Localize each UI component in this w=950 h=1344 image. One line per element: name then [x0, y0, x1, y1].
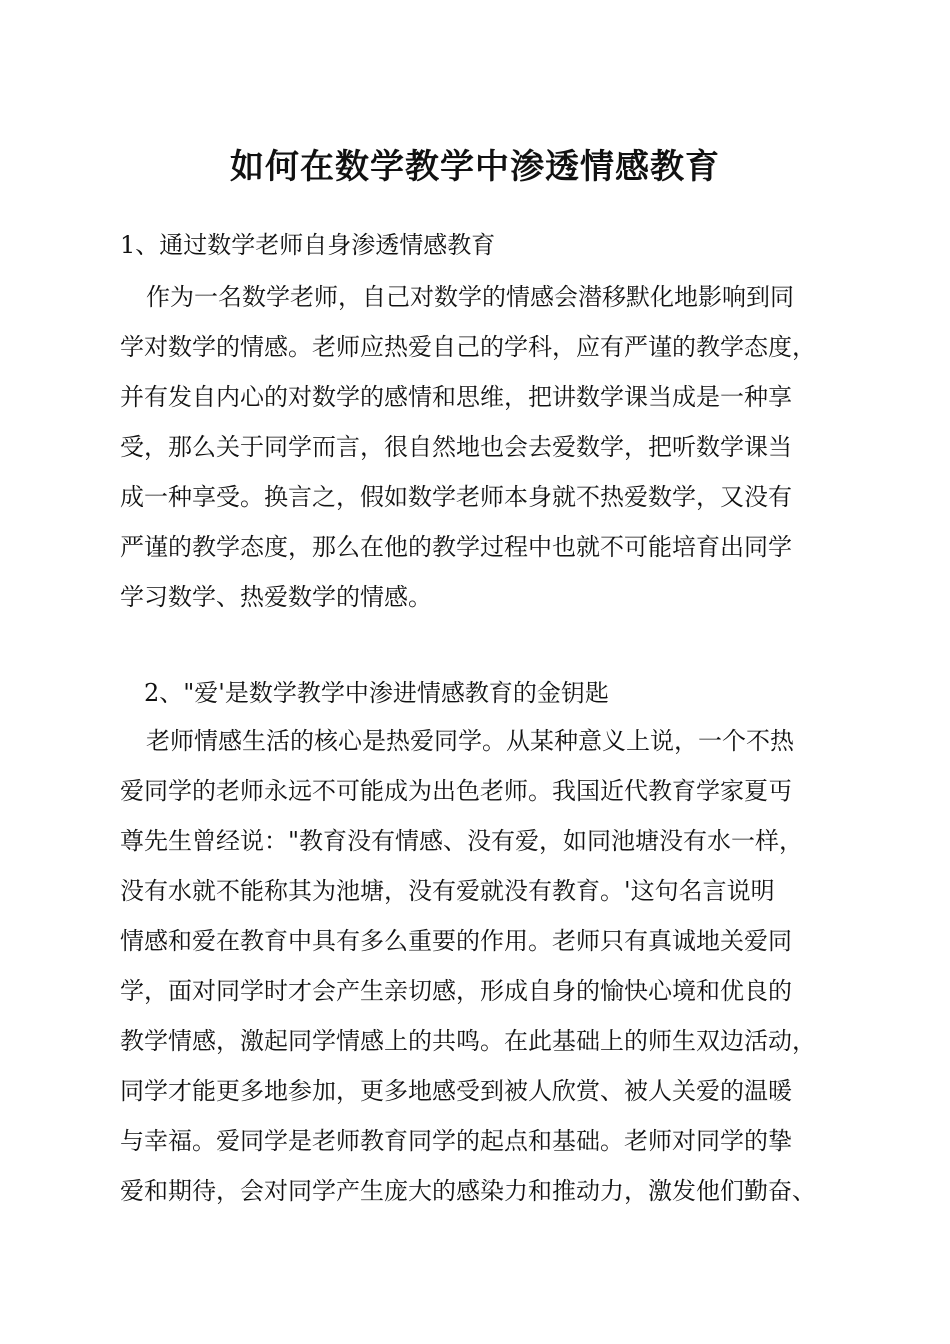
section-2-paragraph	[120, 716, 860, 1216]
paragraph-line: 尊先生曾经说："教育没有情感、没有爱，如同池塘没有水一样，	[120, 827, 804, 855]
paragraph-line: 爱和期待，会对同学产生庞大的感染力和推动力，激发他们勤奋、	[120, 1177, 816, 1205]
document-title: 如何在数学教学中渗透情感教育	[230, 147, 720, 187]
paragraph-line: 教学情感，激起同学情感上的共鸣。在此基础上的师生双边活动，	[120, 1027, 816, 1055]
paragraph-line: 老师情感生活的核心是热爱同学。从某种意义上说，一个不热	[146, 727, 794, 755]
paragraph-line: 并有发自内心的对数学的感情和思维，把讲数学课当成是一种享	[120, 383, 792, 411]
section-2-heading: 2、"爱'是数学教学中渗进情感教育的金钥匙	[144, 679, 609, 707]
paragraph-line: 学对数学的情感。老师应热爱自己的学科，应有严谨的教学态度，	[120, 333, 816, 361]
section-1-heading: 1、通过数学老师自身渗透情感教育	[120, 231, 496, 259]
paragraph-line: 没有水就不能称其为池塘，没有爱就没有教育。'这句名言说明	[120, 877, 775, 905]
paragraph-line: 受，那么关于同学而言，很自然地也会去爱数学，把听数学课当	[120, 433, 792, 461]
paragraph-line: 情感和爱在教育中具有多么重要的作用。老师只有真诚地关爱同	[120, 927, 792, 955]
paragraph-line: 作为一名数学老师，自己对数学的情感会潜移默化地影响到同	[146, 283, 794, 311]
paragraph-line: 同学才能更多地参加，更多地感受到被人欣赏、被人关爱的温暖	[120, 1077, 792, 1105]
paragraph-line: 学，面对同学时才会产生亲切感，形成自身的愉快心境和优良的	[120, 977, 792, 1005]
paragraph-line: 学习数学、热爱数学的情感。	[120, 583, 432, 611]
paragraph-line: 爱同学的老师永远不可能成为出色老师。我国近代教育学家夏丏	[120, 777, 792, 805]
paragraph-line: 严谨的教学态度，那么在他的教学过程中也就不可能培育出同学	[120, 533, 792, 561]
section-1-paragraph	[120, 272, 860, 622]
paragraph-line: 与幸福。爱同学是老师教育同学的起点和基础。老师对同学的挚	[120, 1127, 792, 1155]
paragraph-line: 成一种享受。换言之，假如数学老师本身就不热爱数学，又没有	[120, 483, 792, 511]
